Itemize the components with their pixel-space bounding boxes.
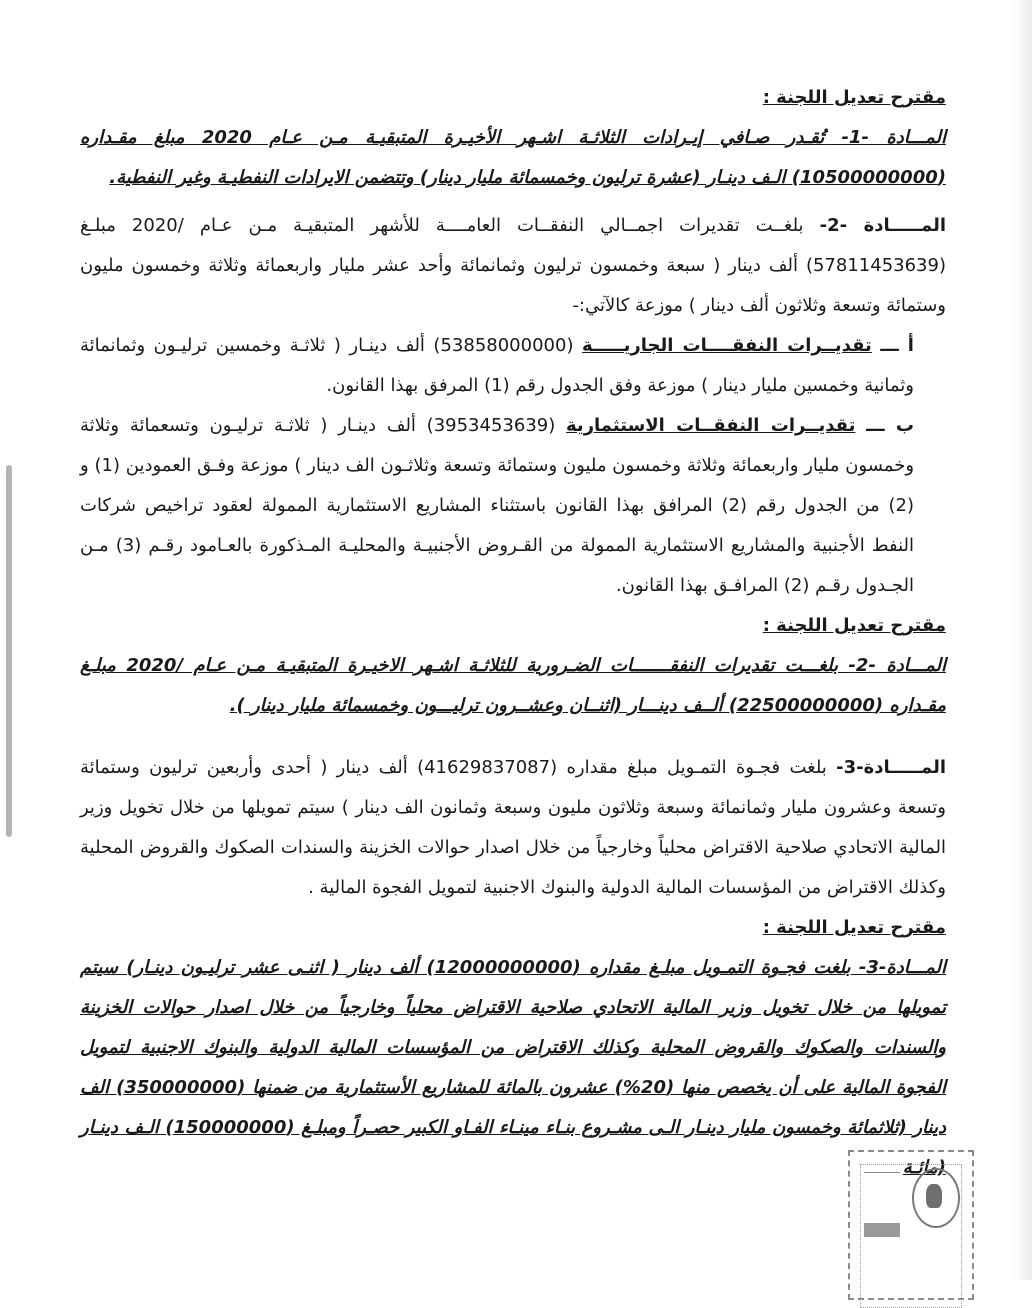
article-1-text: تُقـدر صـافي إيـرادات الثلاثـة اشـهر الأخيـرة المتبقيـة مـن عـام 2020 مبلغ مقـداره (10500000000) الـف دينـار (عشرة ترليون وخمسمائة مليار دينار) وتتضمن الايرادات النفطيـة وغير النفطية. [80, 127, 946, 188]
item-a-label: أ ـــ [880, 335, 914, 356]
article-2-item-a [80, 326, 946, 406]
article-2-label: المـــــادة -2- [819, 215, 947, 236]
article-3-amended-label: المـــادة-3- [858, 957, 946, 978]
article-2-item-b [80, 406, 946, 606]
committee-proposal-heading: مقترح تعديل اللجنة : [762, 917, 946, 938]
article-2-amended [80, 646, 946, 726]
committee-proposal-heading: مقترح تعديل اللجنة : [762, 615, 946, 636]
article-3-original [80, 748, 946, 908]
seal-emblem-icon [912, 1168, 960, 1228]
item-b-label: ب ـــ [866, 415, 914, 436]
item-b-text: (3953453639) ألف دينـار ( ثلاثـة ترليـون وتسعمائة وثلاثة وخمسون مليار واربعمائة وثلاثة وخمسون مليون وستمائة وتسعة وثلاثـون الف دينار ) موزعة وفـق العمودين (1) و (2) من الجدول رقم (2) المرافق بهذا القانون باستثناء المشاريع الاستثمارية الممولة لعقود تراخيص شركات النفط الأجنبية والمشاريع الاستثمارية الممولة من القـروض الأجنبيـة والمحليـة المـذكورة بالعـامود رقـم (3) مـن الجـدول رقـم (2) المرافـق بهذا القانون. [80, 415, 915, 596]
committee-proposal-heading: مقترح تعديل اللجنة : [762, 87, 946, 108]
item-a-text: (53858000000) ألف دينـار ( ثلاثـة وخمسين ترليـون وثمانمائة وثمانية وخمسين مليار دينار ) موزعة وفق الجدول رقم (1) المرفق بهذا القانون. [80, 335, 914, 396]
article-1-amended [80, 118, 946, 198]
page-edge-shadow [1012, 0, 1032, 1280]
article-3-amended [80, 948, 946, 1188]
item-b-title: تقديــرات النفقــات الاستثمارية [566, 415, 856, 436]
article-2-original [80, 206, 946, 326]
article-2-text: بلغــت تقديرات اجمــالي النفقــات العامــــة للأشهر المتبقيـة مـن عـام /2020 مبلـغ (57811453639) ألف دينار ( سبعة وخمسون ترليون وثمانمائة وأحد عشر مليار واربعمائة وثلاثة وخمسون مليون وستمائة وتسعة وثلاثون ألف دينار ) موزعة كالآتي:- [80, 215, 946, 316]
article-3-text: بلغت فجـوة التمـويل مبلغ مقداره (41629837087) ألف دينار ( أحدى وأربعين ترليون وستمائة وتسعة وعشرون مليار وثمانمائة وسبعة وثلاثون مليون وسبعة وثمانون الف دينار ) سيتم تمويلها من خلال تخويل وزير المالية الاتحادي صلاحية الاقتراض محلياً وخارجياً من خلال اصدار حوالات الخزينة والسندات الصكوك والقروض المحلية وكذلك الاقتراض من المؤسسات المالية الدولية والبنوك الاجنبية لتمويل الفجوة المالية . [80, 757, 946, 898]
item-a-title: تقديــرات النفقــــات الجاريـــــة [581, 335, 872, 356]
official-stamp [848, 1150, 974, 1300]
article-2-amended-label: المـــادة -2- [848, 655, 946, 676]
article-2-amended-text: بلغـــت تقديرات النفقـــــــات الضـرورية للثلاثـة اشـهر الاخيـرة المتبقيـة مـن عـام /2020 مبلـغ مقـداره (22500000000) ألــف دينـــار (اثنــان وعشــرون ترليـــون وخمسمائة مليار دينار ). [80, 655, 946, 716]
stamp-lines [864, 1172, 900, 1213]
article-3-amended-text: بلغت فجـوة التمـويل مبلـغ مقداره (12000000000) ألف دينار ( اثنـى عشر ترليـون دينـار) سيتم تمويلها من خلال تخويل وزير المالية الاتحادي صلاحية الاقتراض محلياً وخارجياً من خلال اصدار حوالات الخزينة والسندات والصكوك والقروض المحلية وكذلك الاقتراض من المؤسسات المالية الدولية والبنوك الاجنبية لتمويل الفجوة المالية على أن يخصص منها (20%) عشرون بالمائة للمشاريع الأستثمارية من ضمنها (350000000) الف دينار (ثلاثمائة وخمسون مليار دينـار الـى مشـروع بنـاء مينـاء الفـاو الكبير حصـراً ومبلـغ (150000000) الـف دينـار (مائـة [80, 957, 946, 1178]
scrollbar[interactable] [6, 465, 12, 837]
article-3-label: المـــــادة-3- [836, 757, 947, 778]
article-1-label: المـــادة -1- [841, 127, 946, 148]
document-page [80, 78, 946, 1188]
